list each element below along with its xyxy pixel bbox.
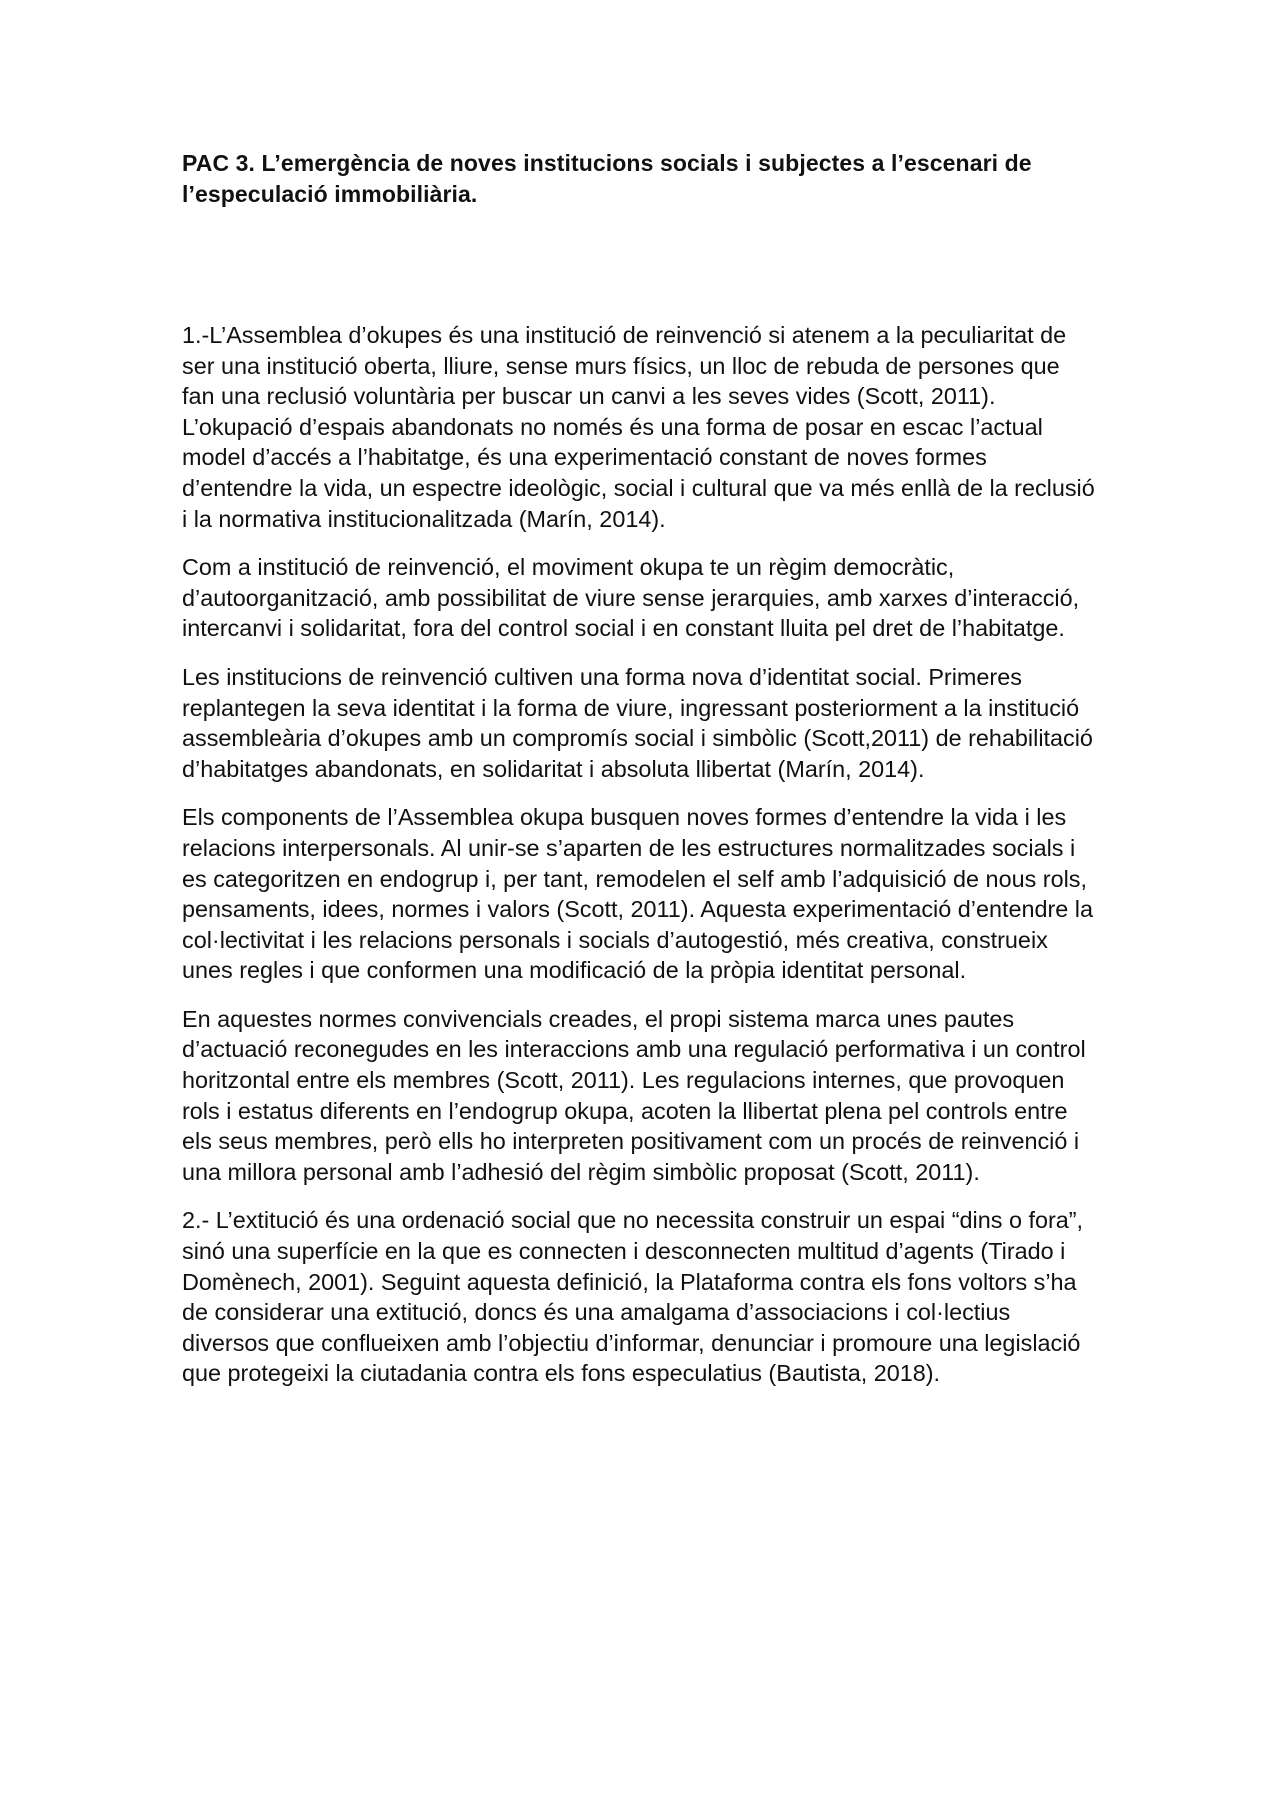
paragraph: Els components de l’Assemblea okupa busquen noves formes d’entendre la vida i les relacions interpersonals. Al unir-se s’aparten de les estructures normalitzades socials i es categoritzen en endogrup i, per tant, remodelen el self amb l’adquisició de nous rols, pensaments, idees, normes i valors (Scott, 2011). Aquesta experimentació d’entendre la col·lectivitat i les relacions personals i socials d’autogestió, més creativa, construeix unes regles i que conformen una modificació de la pròpia identitat personal. [182,804,1094,984]
paragraph: Com a institució de reinvenció, el moviment okupa te un règim democràtic, d’autoorganització, amb possibilitat de viure sense jerarquies, amb xarxes d’interacció, intercanvi i solidaritat, fora del control social i en constant lluita pel dret de l’habitatge. [182,554,1080,642]
paragraph: 2.- L’extitució és una ordenació social que no necessita construir un espai “dins o fora”, sinó una superfície en la que es connecten i desconnecten multitud d’agents (Tirado i Domènech, 2001). Seguint aquesta definició, la Plataforma contra els fons voltors s’ha de considerar una extitució, doncs és una amalgama d’associacions i col·lectius diversos que conflueixen amb l’objectiu d’informar, denunciar i promoure una legislació que protegeixi la ciutadania contra els fons especulatius (Bautista, 2018). [182,1207,1084,1387]
paragraph: Les institucions de reinvenció cultiven una forma nova d’identitat social. Primeres replantegen la seva identitat i la forma de viure, ingressant posteriorment a la institució assembleària d’okupes amb un compromís social i simbòlic (Scott,2011) de rehabilitació d’habitatges abandonats, en solidaritat i absoluta llibertat (Marín, 2014). [182,663,1093,782]
paragraph: 1.-L’Assemblea d’okupes és una institució de reinvenció si atenem a la peculiaritat de ser una institució oberta, lliure, sense murs físics, un lloc de rebuda de persones que fan una reclusió voluntària per buscar un canvi a les seves vides (Scott, 2011). L’okupació d’espais abandonats no només és una forma de posar en escac l’actual model d’accés a l’habitatge, és una experimentació constant de noves formes d’entendre la vida, un espectre ideològic, social i cultural que va més enllà de la reclusió i la normativa institucionalitzada (Marín, 2014). [182,322,1095,532]
paragraph: En aquestes normes convivencials creades, el propi sistema marca unes pautes d’actuació reconegudes en les interaccions amb una regulació performativa i un control horitzontal entre els membres (Scott, 2011). Les regulacions internes, que provoquen rols i estatus diferents en l’endogrup okupa, acoten la llibertat plena pel controls entre els seus membres, però ells ho interpreten positivament com un procés de reinvenció i una millora personal amb l’adhesió del règim simbòlic proposat (Scott, 2011). [182,1005,1086,1185]
document-title: PAC 3. L’emergència de noves institucions socials i subjectes a l’escenari de l’especulació immobiliària. [182,150,1032,207]
document-body [182,320,1097,1407]
